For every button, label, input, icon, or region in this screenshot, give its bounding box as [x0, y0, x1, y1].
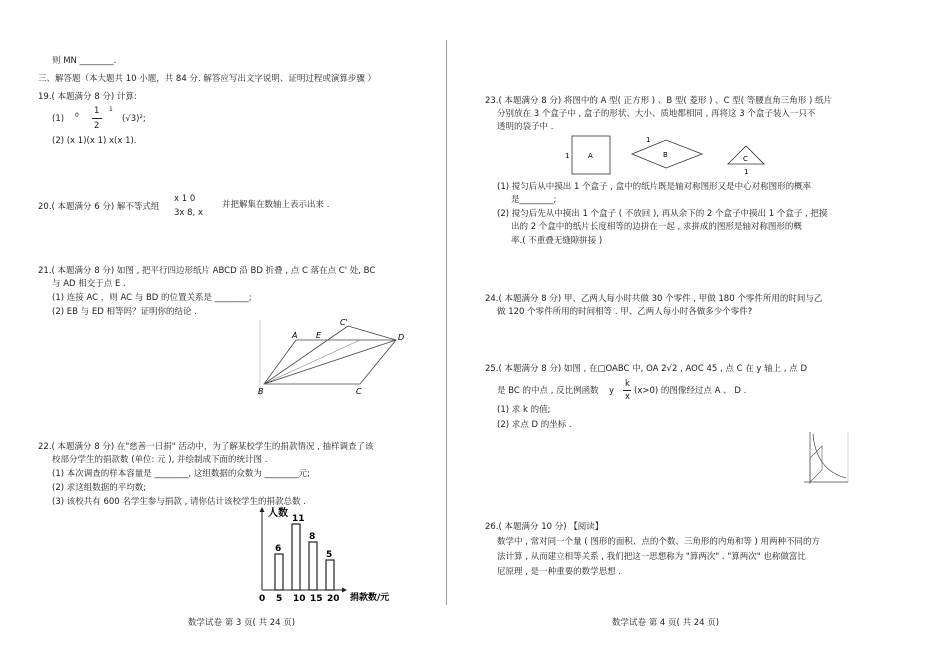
page-footer-left: 数学试卷 第 3 页( 共 24 页) — [188, 618, 296, 628]
x-tick-label: 0 — [259, 594, 266, 604]
label-c: C — [356, 387, 362, 396]
side-label-c: 1 — [744, 168, 749, 176]
q23-line2: 分别放在 3 个盒子中 , 盒子的形状、大小、质地都相同 , 再将这 3 个盒子装入一只不 — [497, 109, 816, 119]
label-e: E — [316, 331, 322, 340]
q22-p3: (3) 该校共有 600 名学生参与捐款 , 请你估计该校学生的捐款总数 . — [52, 497, 306, 507]
q19-p1-exp: 0 — [75, 112, 79, 119]
bar-value-label: 8 — [309, 532, 316, 542]
q20-tail: 并把解集在数轴上表示出来 . — [222, 200, 330, 210]
bar-value-label: 6 — [275, 544, 282, 554]
q23-p1a: (1) 搅匀后从中摸出 1 个盒子 , 盒中的纸片既是轴对称图形又是中心对称图形的概率 — [497, 182, 812, 192]
x-tick-label: 20 — [327, 594, 340, 604]
x-tick-label: 15 — [310, 594, 323, 604]
q19-p1-exp2: 1 — [109, 106, 113, 113]
q22-line1: 22.( 本题满分 8 分) 在"慈善一日捐" 活动中，为了解某校学生的捐款情况 , 抽样调查了该 — [38, 442, 374, 452]
q21-line2: 与 AD 相交于点 E . — [52, 279, 126, 289]
q22-p1: (1) 本次调查的样本容量是 ________, 这组数据的众数为 ________元; — [52, 469, 310, 479]
q23-p2c: 率.( 不重叠无缝隙拼接 ) — [511, 236, 603, 246]
q19-frac-bar — [92, 118, 102, 119]
x-tick-label: 10 — [293, 594, 306, 604]
q25-y: y — [609, 386, 615, 396]
q22-p2: (2) 求这组数据的平均数; — [52, 483, 147, 493]
q25-frac-den: x — [625, 392, 631, 402]
y-axis-arrow — [260, 507, 265, 512]
q19-p1-label: (1) — [52, 114, 65, 124]
q20-line1: x 1 0 — [174, 194, 196, 204]
q25-line2a: 是 BC 的中点 , 反比例函数 — [497, 386, 599, 396]
page-footer-right: 数学试卷 第 4 页( 共 24 页) — [612, 618, 720, 628]
q24-line2: 做 120 个零件所用的时间相等 . 甲、乙两人每小时各做多少个零件? — [497, 307, 753, 317]
q25-p2: (2) 求点 D 的坐标 . — [497, 420, 572, 430]
q25-line2c: (x>0) 的图像经过点 A 、 D . — [634, 386, 747, 396]
q25-frac-num: k — [625, 379, 630, 389]
shape-b-label: B — [663, 151, 668, 159]
q19-frac-num: 1 — [94, 106, 100, 116]
y-axis-label: 人数 — [268, 508, 288, 519]
bar — [292, 524, 300, 590]
shape-c-label: C — [743, 155, 748, 163]
x-tick-label: 5 — [276, 594, 283, 604]
q23-p2b: 出的 2 个盒中的纸片长度相等的边拼在一起 , 求拼成的图形是轴对称图形的概 — [511, 222, 802, 232]
label-d: D — [398, 333, 405, 342]
q19-frac-den: 2 — [94, 121, 100, 131]
fill-blank-line: 则 MN ________. — [52, 56, 117, 66]
label-c-prime: C' — [340, 318, 348, 327]
x-axis-arrow — [342, 588, 347, 593]
q19-p1-root: (√3)²; — [122, 114, 146, 124]
q25-frac-bar — [623, 390, 631, 391]
q19-p2: (2) (x 1)(x 1) x(x 1). — [52, 136, 137, 146]
q20-line2: 3x 8, x — [174, 208, 203, 218]
q25-p1: (1) 求 k 的值; — [497, 405, 551, 415]
side-label-a: 1 — [565, 152, 570, 160]
q26-line2: 数学中 , 常对同一个量 ( 图形的面积、点的个数、三角形的内角和等 ) 用两种不同的方 — [497, 537, 821, 547]
q21-p2: (2) EB 与 ED 相等吗？证明你的结论 . — [52, 307, 197, 317]
parallelogram-figure — [256, 318, 408, 400]
q26-line1: 26.( 本题满分 10 分) 【阅读】 — [485, 522, 604, 532]
q23-line3: 透明的袋子中 . — [497, 122, 554, 132]
q21-p1: (1) 连接 AC ，则 AC 与 BD 的位置关系是 ________; — [52, 293, 252, 303]
bar-value-label: 11 — [292, 514, 305, 524]
bar — [326, 560, 334, 590]
q19-title: 19.( 本题满分 8 分) 计算: — [38, 92, 137, 102]
q26-line4: 尼原理 , 是一种重要的数学思想 . — [497, 567, 622, 577]
shapes-figure — [562, 130, 774, 180]
q20-title: 20.( 本题满分 6 分) 解不等式组 — [38, 202, 160, 212]
q23-p1b: 是________; — [511, 195, 557, 205]
q25-line1: 25.( 本题满分 8 分) 如图 , 在□OABC 中, OA 2√2 , AOC 45 , 点 C 在 y 轴上 , 点 D — [485, 364, 808, 374]
bar-value-label: 5 — [326, 550, 333, 560]
bar — [275, 554, 283, 590]
x-axis-label: 捐款数/元 — [350, 593, 390, 603]
label-a: A — [292, 331, 298, 340]
shape-a-label: A — [588, 152, 593, 160]
label-b: B — [258, 387, 264, 396]
donation-bar-chart — [250, 504, 420, 604]
hyperbola-figure — [800, 430, 850, 486]
side-label-b: 1 — [646, 136, 651, 144]
q24-line1: 24.( 本题满分 8 分) 甲、乙两人每小时共做 30 个零件 , 甲做 180 个零件所用的时间与乙 — [485, 294, 823, 304]
q23-line1: 23.( 本题满分 8 分) 将图中的 A 型( 正方形 ) 、B 型( 菱形 ) 、C 型( 等腰直角三角形 ) 纸片 — [485, 96, 832, 106]
q23-p2a: (2) 搅匀后先从中摸出 1 个盒子 ( 不放回 ), 再从余下的 2 个盒子中摸出 1 个盒子 , 把摸 — [497, 209, 828, 219]
bar — [309, 542, 317, 590]
q22-line2: 校部分学生的捐款数 (单位: 元 ), 并绘制成下面的统计图 . — [52, 455, 268, 465]
page-divider — [446, 40, 447, 605]
q21-line1: 21.( 本题满分 8 分) 如图 , 把平行四边形纸片 ABCD 沿 BD 折叠 , 点 C 落在点 C' 处, BC — [38, 266, 376, 276]
q26-line3: 法计算 , 从而建立相等关系 , 我们把这一思想称为 "算两次" . "算两次" 也称做富比 — [497, 552, 806, 562]
section-heading: 三、解答题（本大题共 10 小题，共 84 分. 解答应写出文字说明、证明过程或演算步骤 ） — [38, 74, 377, 84]
